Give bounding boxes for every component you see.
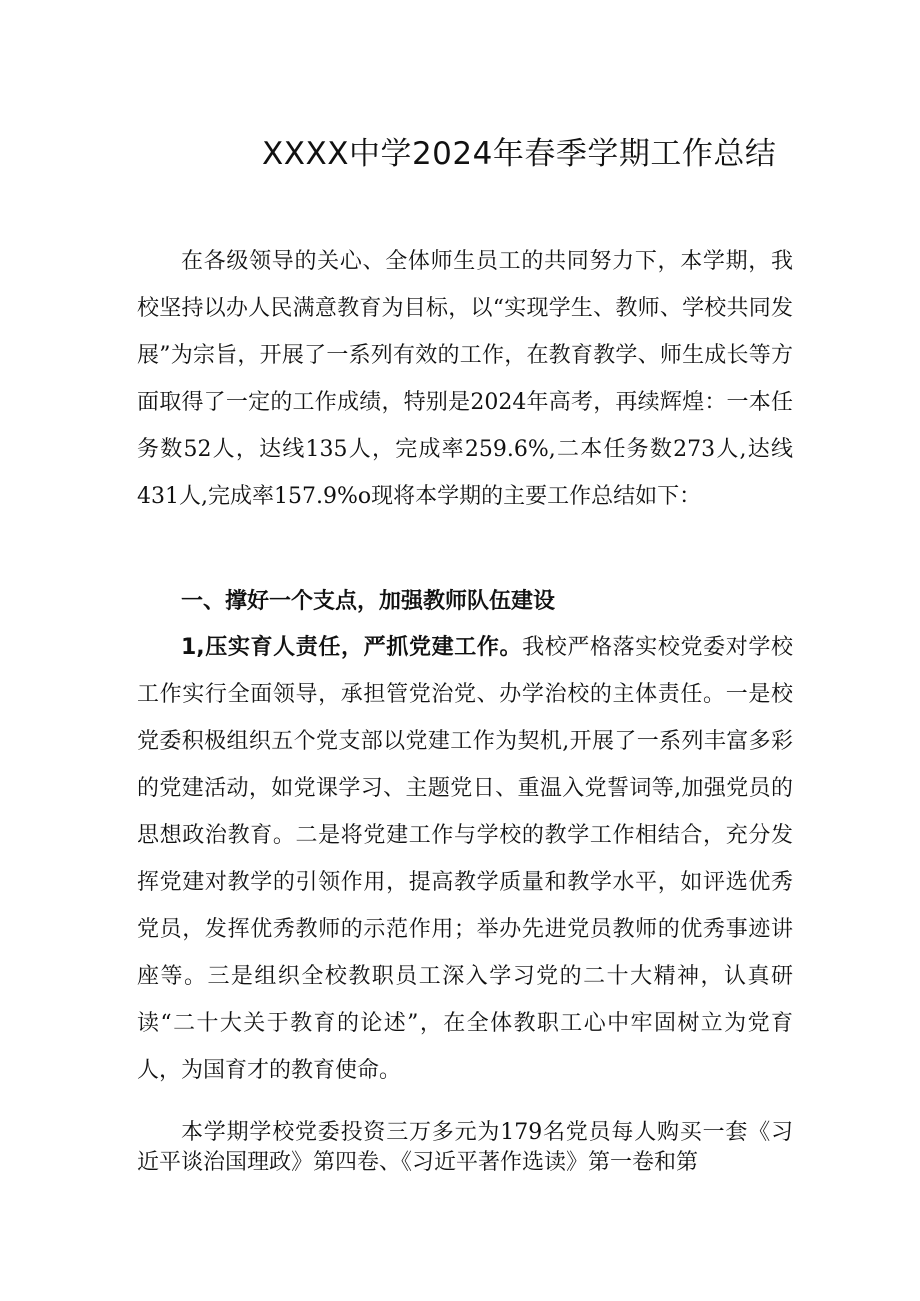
section-heading: 一、撑好一个支点，加强教师队伍建设 bbox=[181, 589, 556, 614]
document-title: XXXX中学2024年春季学期工作总结 bbox=[262, 136, 777, 172]
item-lead: 1,压实育人责任，严抓党建工作。 bbox=[181, 635, 523, 660]
intro-paragraph: 在各级领导的关心、全体师生员工的共同努力下，本学期，我校坚持以办人民满意教育为目标，以“实现学生、教师、学校共同发展”为宗旨，开展了一系列有效的工作，在教育教学、师生成长等方面取得了一定的工作成绩，特别是2024年高考，再续辉煌：一本任务数52人，达线135人，完成率259.6%,二本任务数273人,达线431人,完成率157.9%o现将本学期的主要工作总结如下： bbox=[137, 249, 793, 509]
followup-paragraph: 本学期学校党委投资三万多元为179名党员每人购买一套《习近平谈治国理政》第四卷、《习近平著作选读》第一卷和第 bbox=[137, 1120, 793, 1175]
item-body: 我校严格落实校党委对学校工作实行全面领导，承担管党治党、办学治校的主体责任。一是校党委积极组织五个党支部以党建工作为契机,开展了一系列丰富多彩的党建活动，如党课学习、主题党日、重温入党誓词等,加强党员的思想政治教育。二是将党建工作与学校的教学工作相结合，充分发挥党建对教学的引领作用，提高教学质量和教学水平，如评选优秀党员，发挥优秀教师的示范作用；举办先进党员教师的优秀事迹讲座等。三是组织全校教职员工深入学习党的二十大精神，认真研读“二十大关于教育的论述”，在全体教职工心中牢固树立为党育人，为国育才的教育使命。 bbox=[137, 635, 793, 1083]
item-paragraph bbox=[137, 624, 793, 1094]
